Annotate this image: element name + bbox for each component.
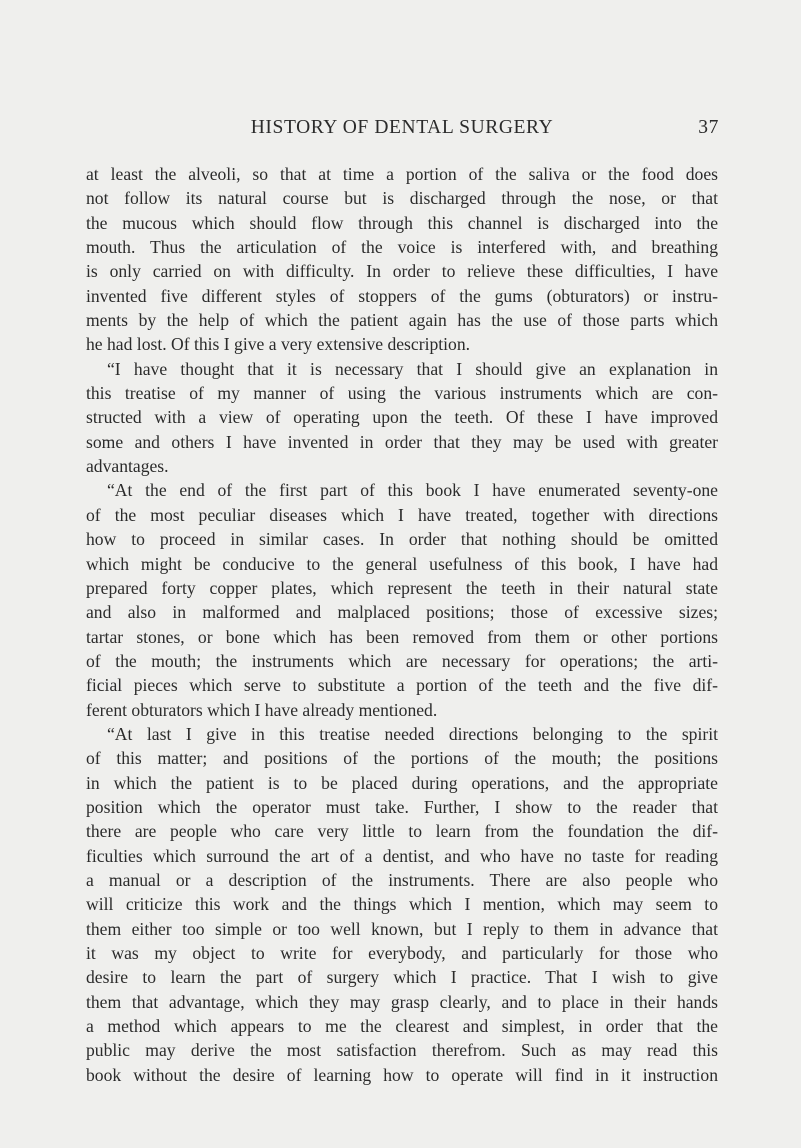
text-line: some and others I have invented in order that they may be used with greater xyxy=(86,431,718,452)
text-line: how to proceed in similar cases. In order that nothing should be omitted xyxy=(86,529,718,550)
text-line: a manual or a description of the instruments. There are also people who xyxy=(86,869,718,890)
text-line: desire to learn the part of surgery which I practice. That I wish to give xyxy=(86,967,718,988)
text-line: them either too simple or too well known, but I reply to them in advance that xyxy=(86,918,718,939)
text-line: a method which appears to me the clearest and simplest, in order that the xyxy=(86,1016,718,1037)
running-title: HISTORY OF DENTAL SURGERY xyxy=(250,117,554,138)
text-line: this treatise of my manner of using the various instruments which are con- xyxy=(86,383,718,404)
text-line: and also in malformed and malplaced positions; those of excessive sizes; xyxy=(86,602,718,623)
text-line: ferent obturators which I have already mentioned. xyxy=(86,699,438,720)
text-line: public may derive the most satisfaction therefrom. Such as may read this xyxy=(86,1040,718,1061)
text-line: prepared forty copper plates, which represent the teeth in their natural state xyxy=(86,577,718,598)
text-line: which might be conducive to the general usefulness of this book, I have had xyxy=(86,553,718,574)
text-line: them that advantage, which they may grasp clearly, and to place in their hands xyxy=(86,991,718,1012)
text-line: book without the desire of learning how to operate will find in it instruction xyxy=(86,1064,718,1085)
text-line: will criticize this work and the things which I mention, which may seem to xyxy=(86,894,718,915)
text-line: at least the alveoli, so that at time a portion of the saliva or the food does xyxy=(86,164,718,184)
text-line: ficial pieces which serve to substitute a portion of the teeth and the five dif- xyxy=(86,675,718,696)
running-head xyxy=(86,117,718,141)
text-line: of the most peculiar diseases which I have treated, together with directions xyxy=(86,504,718,525)
text-line: “I have thought that it is necessary that I should give an explanation in xyxy=(107,358,718,379)
body-text xyxy=(86,162,718,1087)
text-line: ficulties which surround the art of a dentist, and who have no taste for reading xyxy=(86,845,718,866)
text-line: the mucous which should flow through this channel is discharged into the xyxy=(86,212,718,233)
text-line: of this matter; and positions of the portions of the mouth; the positions xyxy=(86,748,718,769)
text-line: advantages. xyxy=(86,456,169,477)
text-line: “At the end of the first part of this book I have enumerated seventy-one xyxy=(107,480,718,501)
text-line: mouth. Thus the articulation of the voice is interfered with, and breathing xyxy=(86,237,718,258)
text-line: “At last I give in this treatise needed directions belonging to the spirit xyxy=(107,723,718,744)
text-line: he had lost. Of this I give a very extensive description. xyxy=(86,334,471,355)
text-line: structed with a view of operating upon the teeth. Of these I have improved xyxy=(86,407,718,428)
text-line: position which the operator must take. Further, I show to the reader that xyxy=(86,796,718,817)
text-line: tartar stones, or bone which has been removed from them or other portions xyxy=(86,626,718,647)
text-line: there are people who care very little to learn from the foundation the dif- xyxy=(86,821,718,842)
text-line: of the mouth; the instruments which are necessary for operations; the arti- xyxy=(86,650,718,671)
text-line: in which the patient is to be placed during operations, and the appropriate xyxy=(86,772,718,793)
text-line: it was my object to write for everybody, and particularly for those who xyxy=(86,943,718,963)
text-line: ments by the help of which the patient again has the use of those parts which xyxy=(86,310,718,331)
text-line: not follow its natural course but is discharged through the nose, or that xyxy=(86,188,718,209)
page-number: 37 xyxy=(698,117,719,138)
text-line: is only carried on with difficulty. In order to relieve these difficulties, I have xyxy=(86,261,718,282)
text-line: invented five different styles of stoppers of the gums (obturators) or instru- xyxy=(86,285,718,306)
